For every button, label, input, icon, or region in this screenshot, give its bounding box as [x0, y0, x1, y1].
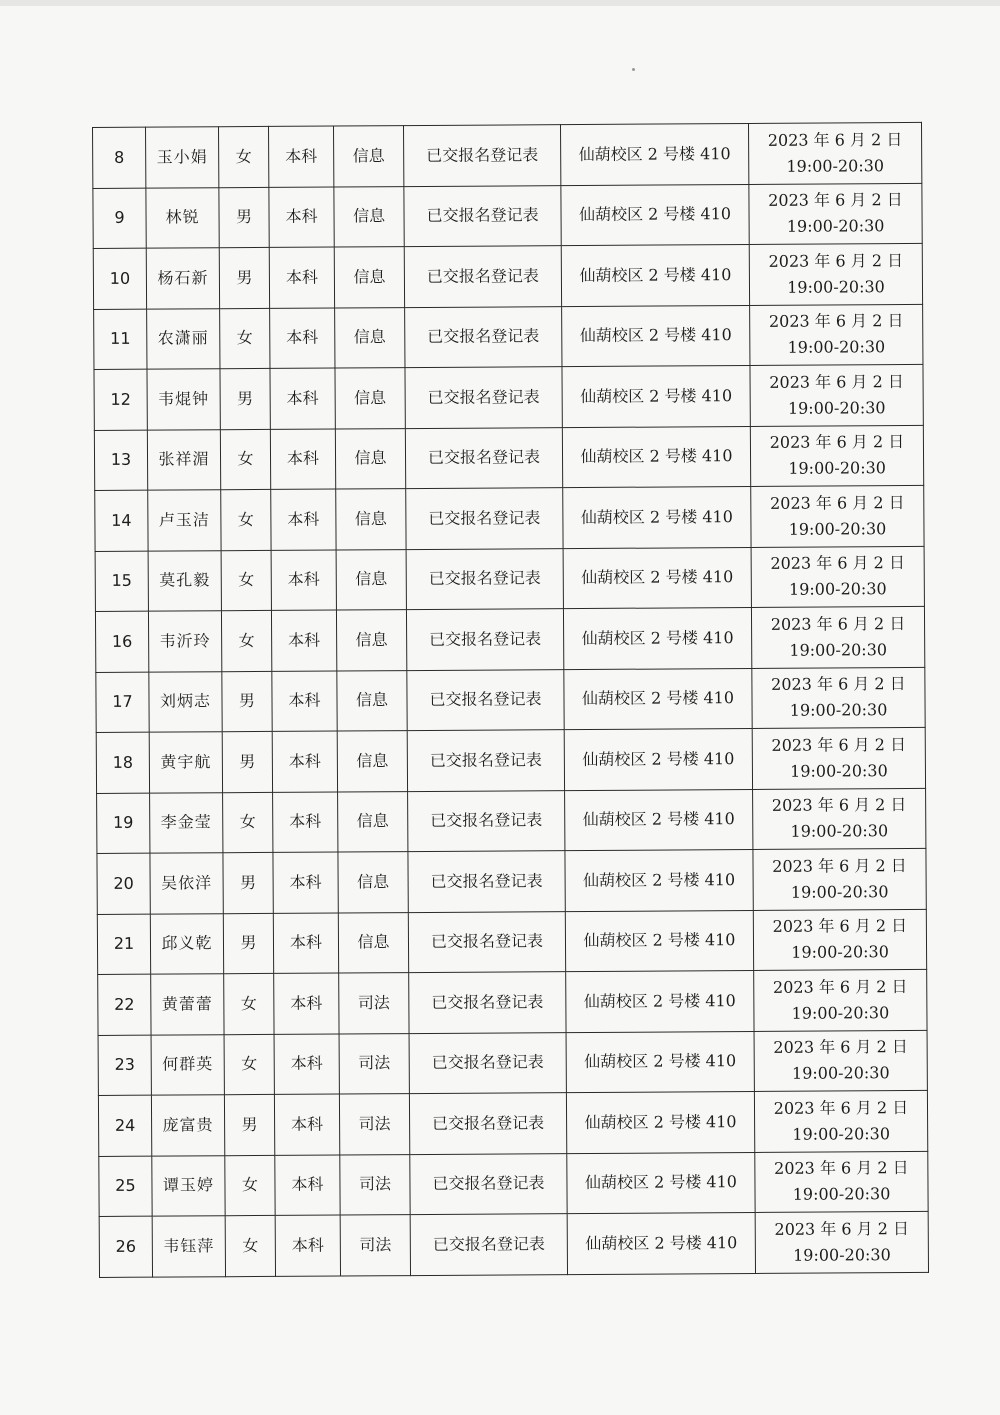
exam-location-cell: 仙葫校区 2 号楼 410 [562, 426, 750, 488]
row-number: 18 [96, 732, 149, 793]
row-number: 9 [93, 188, 146, 249]
exam-datetime-cell [753, 848, 926, 910]
table-row [99, 1151, 928, 1217]
exam-time: 19:00-20:30 [788, 579, 887, 600]
exam-datetime-cell [750, 425, 923, 487]
exam-time: 19:00-20:30 [791, 942, 889, 962]
department-cell: 信息 [334, 247, 404, 308]
student-name: 韦钰萍 [152, 1216, 225, 1277]
department-cell: 信息 [337, 670, 407, 731]
student-name: 黄宇航 [149, 732, 222, 793]
exam-date: 2023 年 6 月 2 日 [769, 371, 904, 392]
department-cell: 司法 [339, 1033, 409, 1094]
student-name: 卢玉洁 [148, 490, 221, 551]
registration-status-cell: 已交报名登记表 [407, 730, 564, 791]
student-name: 李金莹 [150, 792, 223, 853]
gender-cell: 女 [225, 1155, 275, 1216]
row-number: 23 [98, 1035, 151, 1096]
registration-status-cell: 已交报名登记表 [406, 488, 563, 549]
education-level-cell: 本科 [275, 1215, 340, 1276]
student-name: 张祥湄 [147, 429, 220, 490]
gender-cell: 男 [223, 852, 273, 913]
education-level-cell: 本科 [272, 731, 337, 792]
exam-datetime-cell [754, 969, 927, 1031]
table-row [99, 1211, 928, 1277]
education-level-cell: 本科 [268, 126, 333, 187]
student-name: 玉小娟 [146, 127, 219, 188]
exam-location-cell: 仙葫校区 2 号楼 410 [561, 244, 749, 306]
row-number: 8 [93, 127, 146, 188]
exam-time: 19:00-20:30 [787, 397, 886, 418]
table-row [97, 909, 926, 975]
registration-status-cell: 已交报名登记表 [404, 246, 561, 307]
registration-status-cell: 已交报名登记表 [404, 185, 561, 246]
table-row [98, 1090, 927, 1156]
exam-date: 2023 年 6 月 2 日 [768, 250, 904, 271]
exam-location-cell: 仙葫校区 2 号楼 410 [561, 184, 749, 246]
exam-time: 19:00-20:30 [790, 821, 889, 841]
department-cell: 司法 [340, 1154, 410, 1215]
gender-cell: 女 [225, 1215, 275, 1276]
exam-datetime-cell [751, 546, 924, 608]
exam-datetime-cell [751, 606, 924, 668]
row-number: 13 [94, 430, 147, 491]
row-number: 14 [95, 490, 148, 551]
exam-location-cell: 仙葫校区 2 号楼 410 [565, 910, 753, 972]
table-row [96, 727, 925, 793]
registration-status-cell: 已交报名登记表 [405, 306, 562, 367]
department-cell: 司法 [339, 1094, 409, 1155]
department-cell: 信息 [335, 428, 405, 489]
exam-date: 2023 年 6 月 2 日 [770, 553, 905, 574]
registration-status-cell: 已交报名登记表 [409, 972, 566, 1033]
student-name: 莫孔毅 [148, 550, 221, 611]
exam-location-cell: 仙葫校区 2 号楼 410 [567, 1212, 755, 1274]
gender-cell: 女 [223, 792, 273, 853]
exam-location-cell: 仙葫校区 2 号楼 410 [565, 849, 753, 911]
education-level-cell: 本科 [274, 973, 339, 1034]
exam-location-cell: 仙葫校区 2 号楼 410 [566, 1031, 754, 1093]
row-number: 20 [97, 853, 150, 914]
education-level-cell: 本科 [272, 671, 337, 732]
exam-datetime-cell [750, 364, 923, 426]
table-body [93, 122, 929, 1277]
student-name: 黄蕾蕾 [151, 974, 224, 1035]
exam-time: 19:00-20:30 [790, 881, 889, 902]
exam-location-cell: 仙葫校区 2 号楼 410 [566, 970, 754, 1032]
education-level-cell: 本科 [271, 550, 336, 611]
department-cell: 信息 [333, 126, 403, 187]
exam-location-cell: 仙葫校区 2 号楼 410 [567, 1152, 755, 1214]
exam-time: 19:00-20:30 [786, 216, 885, 237]
exam-date: 2023 年 6 月 2 日 [773, 1097, 909, 1118]
exam-time: 19:00-20:30 [789, 639, 888, 660]
education-level-cell: 本科 [270, 368, 335, 429]
row-number: 19 [97, 793, 150, 854]
exam-location-cell: 仙葫校区 2 号楼 410 [563, 607, 751, 669]
row-number: 21 [97, 914, 150, 975]
gender-cell: 男 [219, 187, 269, 248]
education-level-cell: 本科 [274, 1094, 339, 1155]
exam-date: 2023 年 6 月 2 日 [772, 916, 908, 937]
exam-location-cell: 仙葫校区 2 号楼 410 [564, 668, 752, 730]
exam-location-cell: 仙葫校区 2 号楼 410 [566, 1091, 754, 1153]
student-name: 庞富贵 [151, 1095, 224, 1156]
exam-date: 2023 年 6 月 2 日 [770, 613, 906, 634]
exam-datetime-cell [754, 1030, 927, 1092]
exam-datetime-cell [749, 243, 922, 305]
gender-cell: 女 [221, 489, 271, 550]
student-name: 邱义乾 [150, 913, 223, 974]
exam-time: 19:00-20:30 [790, 760, 888, 781]
exam-datetime-cell [751, 485, 924, 547]
exam-datetime-cell [752, 667, 925, 729]
registration-status-cell: 已交报名登记表 [409, 1032, 566, 1093]
exam-datetime-cell [750, 304, 923, 366]
exam-datetime-cell [749, 183, 922, 245]
registration-status-cell: 已交报名登记表 [403, 125, 560, 186]
student-name: 林锐 [146, 187, 219, 248]
registration-status-cell: 已交报名登记表 [408, 790, 565, 851]
row-number: 22 [98, 974, 151, 1035]
row-number: 16 [95, 611, 148, 672]
registration-status-cell: 已交报名登记表 [410, 1214, 567, 1275]
exam-time: 19:00-20:30 [786, 155, 885, 176]
exam-datetime-cell [753, 788, 926, 850]
education-level-cell: 本科 [270, 429, 335, 490]
exam-location-cell: 仙葫校区 2 号楼 410 [565, 789, 753, 851]
exam-time: 19:00-20:30 [792, 1184, 891, 1204]
exam-datetime-cell [755, 1211, 928, 1273]
exam-date: 2023 年 6 月 2 日 [769, 492, 905, 513]
row-number: 24 [98, 1095, 151, 1156]
education-level-cell: 本科 [273, 852, 338, 913]
education-level-cell: 本科 [273, 913, 338, 974]
gender-cell: 男 [222, 731, 272, 792]
row-number: 26 [99, 1216, 152, 1277]
exam-date: 2023 年 6 月 2 日 [774, 1158, 909, 1179]
department-cell: 信息 [338, 912, 408, 973]
education-level-cell: 本科 [275, 1155, 340, 1216]
exam-location-cell: 仙葫校区 2 号楼 410 [563, 547, 751, 609]
scan-edge [0, 0, 1000, 6]
table-row [97, 848, 926, 914]
student-name: 农潇丽 [147, 308, 220, 369]
gender-cell: 男 [224, 1094, 274, 1155]
registration-status-cell: 已交报名登记表 [405, 427, 562, 488]
registration-status-cell: 已交报名登记表 [408, 851, 565, 912]
exam-date: 2023 年 6 月 2 日 [768, 190, 903, 211]
table-row [98, 969, 927, 1035]
exam-datetime-cell [754, 1090, 927, 1152]
registration-status-cell: 已交报名登记表 [405, 367, 562, 428]
education-level-cell: 本科 [271, 610, 336, 671]
row-number: 12 [94, 369, 147, 430]
registration-status-cell: 已交报名登记表 [407, 669, 564, 730]
exam-time: 19:00-20:30 [789, 700, 888, 720]
exam-datetime-cell [748, 122, 921, 184]
exam-date: 2023 年 6 月 2 日 [771, 795, 907, 816]
exam-date: 2023 年 6 月 2 日 [774, 1218, 910, 1239]
exam-datetime-cell [755, 1151, 928, 1213]
exam-date: 2023 年 6 月 2 日 [769, 432, 905, 453]
registration-status-cell: 已交报名登记表 [406, 548, 563, 609]
education-level-cell: 本科 [274, 1034, 339, 1095]
student-name: 杨石新 [146, 248, 219, 309]
row-number: 10 [93, 248, 146, 309]
exam-time: 19:00-20:30 [788, 518, 887, 539]
exam-time: 19:00-20:30 [787, 276, 885, 297]
registration-table [92, 122, 929, 1278]
exam-location-cell: 仙葫校区 2 号楼 410 [562, 305, 750, 367]
table-row [95, 546, 924, 612]
row-number: 11 [94, 309, 147, 370]
exam-time: 19:00-20:30 [791, 1063, 890, 1083]
exam-datetime-cell [753, 909, 926, 971]
table-row [93, 122, 922, 188]
exam-location-cell: 仙葫校区 2 号楼 410 [563, 486, 751, 548]
department-cell: 信息 [336, 489, 406, 550]
department-cell: 信息 [336, 549, 406, 610]
student-name: 刘炳志 [149, 671, 222, 732]
department-cell: 信息 [334, 186, 404, 247]
gender-cell: 女 [224, 1034, 274, 1095]
gender-cell: 女 [224, 973, 274, 1034]
table-row [96, 667, 925, 733]
exam-date: 2023 年 6 月 2 日 [767, 129, 903, 150]
gender-cell: 男 [219, 247, 269, 308]
row-number: 15 [95, 551, 148, 612]
exam-time: 19:00-20:30 [788, 458, 886, 479]
exam-time: 19:00-20:30 [793, 1244, 891, 1265]
student-name: 吴依洋 [150, 853, 223, 914]
exam-date: 2023 年 6 月 2 日 [771, 734, 907, 755]
exam-date: 2023 年 6 月 2 日 [768, 311, 904, 332]
gender-cell: 女 [220, 308, 270, 369]
department-cell: 司法 [339, 973, 409, 1034]
education-level-cell: 本科 [270, 308, 335, 369]
scan-speck [632, 68, 635, 71]
table-row [93, 183, 922, 249]
gender-cell: 男 [222, 671, 272, 732]
exam-time: 19:00-20:30 [787, 337, 886, 358]
education-level-cell: 本科 [269, 247, 334, 308]
department-cell: 司法 [340, 1215, 410, 1276]
row-number: 17 [96, 672, 149, 733]
gender-cell: 女 [219, 126, 269, 187]
exam-time: 19:00-20:30 [792, 1123, 891, 1144]
department-cell: 信息 [338, 852, 408, 913]
exam-datetime-cell [752, 727, 925, 789]
gender-cell: 女 [221, 550, 271, 611]
student-name: 谭玉婷 [152, 1155, 225, 1216]
education-level-cell: 本科 [273, 792, 338, 853]
row-number: 25 [99, 1156, 152, 1217]
department-cell: 信息 [335, 368, 405, 429]
exam-date: 2023 年 6 月 2 日 [772, 855, 907, 876]
gender-cell: 女 [220, 429, 270, 490]
gender-cell: 女 [221, 610, 271, 671]
student-name: 韦沂玲 [148, 611, 221, 672]
department-cell: 信息 [337, 731, 407, 792]
department-cell: 信息 [336, 610, 406, 671]
registration-status-cell: 已交报名登记表 [408, 911, 565, 972]
education-level-cell: 本科 [269, 187, 334, 248]
registration-status-cell: 已交报名登记表 [406, 609, 563, 670]
student-name: 何群英 [151, 1034, 224, 1095]
gender-cell: 男 [223, 913, 273, 974]
department-cell: 信息 [338, 791, 408, 852]
table-row [94, 304, 923, 370]
exam-location-cell: 仙葫校区 2 号楼 410 [560, 123, 748, 185]
exam-location-cell: 仙葫校区 2 号楼 410 [564, 728, 752, 790]
registration-status-cell: 已交报名登记表 [409, 1093, 566, 1154]
table-row [98, 1030, 927, 1096]
exam-date: 2023 年 6 月 2 日 [772, 976, 908, 997]
table-row [93, 243, 922, 309]
exam-location-cell: 仙葫校区 2 号楼 410 [562, 365, 750, 427]
table-row [94, 364, 923, 430]
exam-date: 2023 年 6 月 2 日 [773, 1037, 908, 1058]
education-level-cell: 本科 [271, 489, 336, 550]
table-row [94, 425, 923, 491]
exam-date: 2023 年 6 月 2 日 [771, 674, 906, 695]
gender-cell: 男 [220, 368, 270, 429]
registration-status-cell: 已交报名登记表 [410, 1153, 567, 1214]
table-row [95, 606, 924, 672]
exam-time: 19:00-20:30 [791, 1002, 890, 1023]
table-row [95, 485, 924, 551]
table-row [97, 788, 926, 854]
student-name: 韦焜钟 [147, 369, 220, 430]
department-cell: 信息 [335, 307, 405, 368]
